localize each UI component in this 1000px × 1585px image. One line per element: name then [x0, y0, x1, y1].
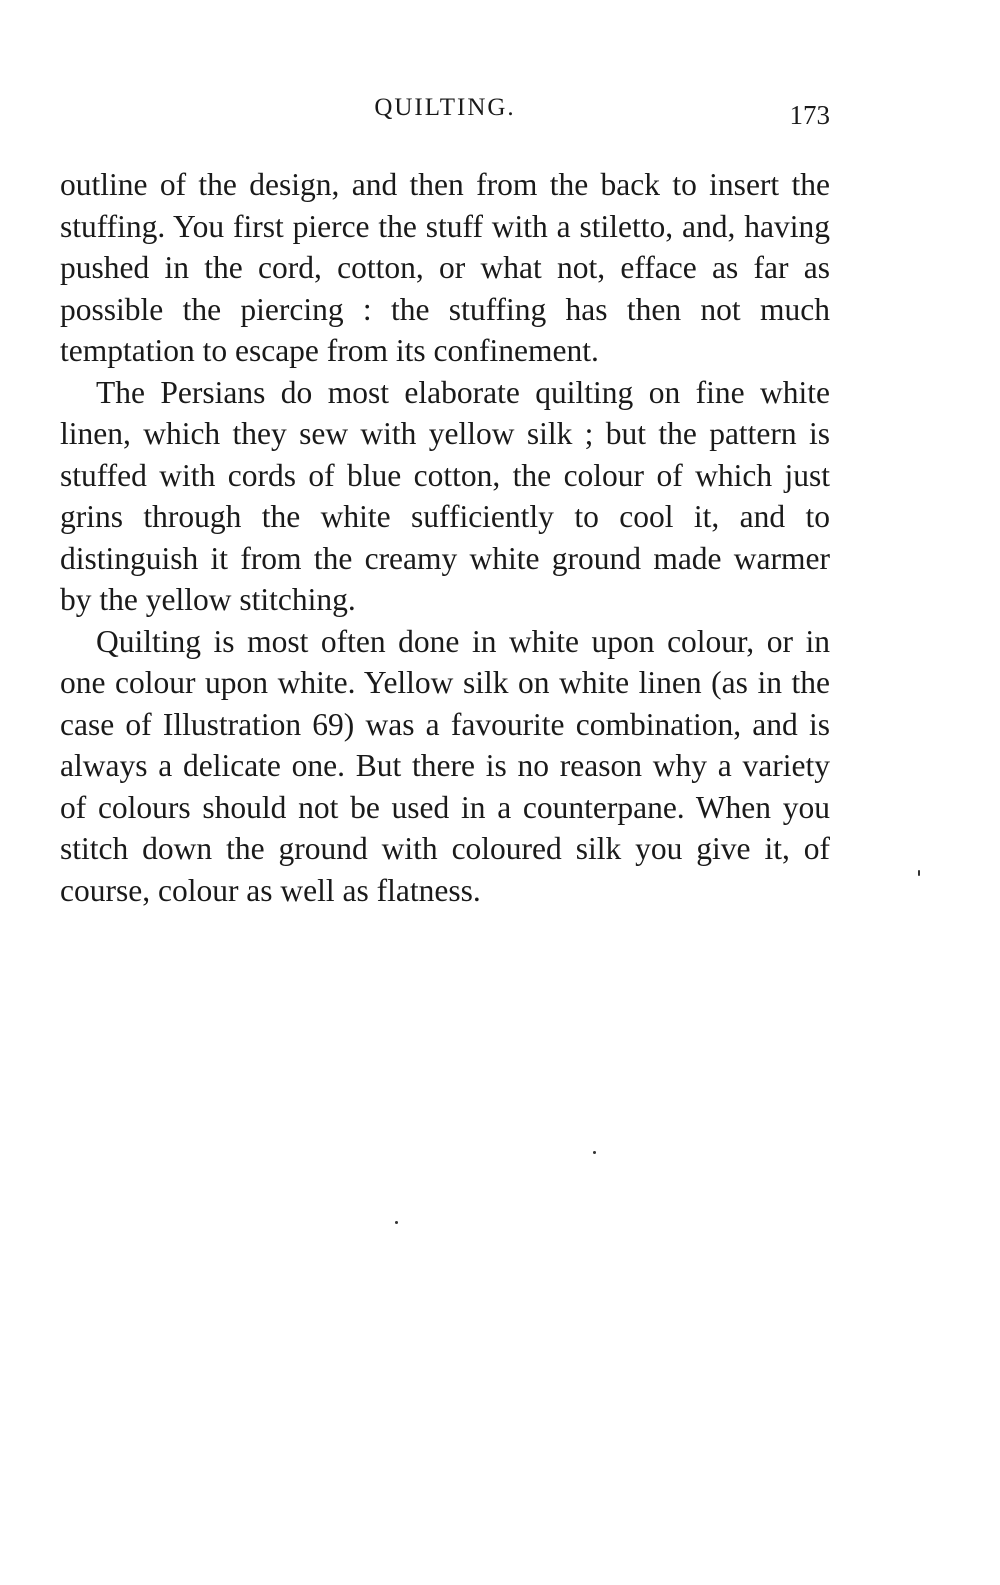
- scan-speck: [395, 1221, 398, 1224]
- scan-speck: [593, 1151, 596, 1154]
- page-number: 173: [789, 100, 830, 130]
- paragraph-1: outline of the design, and then from the back to insert the stuffing. You first pierce the stuff with a stiletto, and, having pushed in the cord, cotton, or what not, efface as far as possible the piercing : the stuffing has then not much temptation to escape from its confinement.: [60, 167, 830, 368]
- running-title: QUILTING.: [374, 94, 516, 121]
- paragraph-3: Quilting is most often done in white upon colour, or in one colour upon white. Yellow silk on white linen (as in the case of Illustration 69) was a favourite combination, and is always a delicate one. But there is no reason why a variety of colours should not be used in a counterpane. When you stitch down the ground with coloured silk you give it, of course, colour as well as flatness.: [60, 623, 830, 908]
- running-head: [60, 94, 830, 134]
- scan-speck: [918, 870, 920, 876]
- body-text: [60, 164, 830, 911]
- paragraph-2: The Persians do most elaborate quilting on fine white linen, which they sew with yellow silk ; but the pattern is stuffed with cords of blue cotton, the colour of which just grins through the white sufficiently to cool it, and to distinguish it from the creamy white ground made warmer by the yellow stitching.: [60, 374, 830, 617]
